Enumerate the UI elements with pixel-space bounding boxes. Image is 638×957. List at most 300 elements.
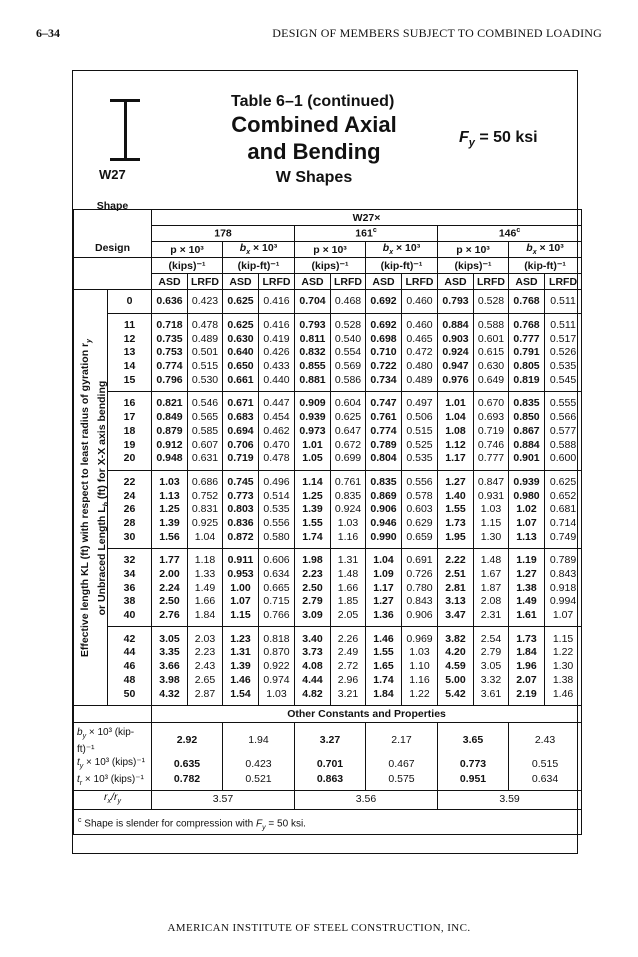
family-head: W27× <box>152 210 582 226</box>
value-cell: 0.631 <box>188 452 223 470</box>
value-cell: 1.73 <box>438 517 474 531</box>
value-cell: 2.79 <box>474 646 509 660</box>
value-cell: 1.55 <box>366 646 402 660</box>
value-cell: 0.625 <box>331 411 366 425</box>
value-cell: 2.50 <box>295 581 331 595</box>
side-axis-text: Effective length KL (ft) with respect to least radius of gyration $r_y$ or Unbraced Length $L_b$ (ft) for X-X axis bending <box>78 339 110 658</box>
value-cell: 0.665 <box>259 581 295 595</box>
prop-value: 0.634 <box>509 773 582 791</box>
value-cell: 0.922 <box>259 660 295 674</box>
value-cell: 0.588 <box>474 313 509 332</box>
value-cell: 1.03 <box>331 517 366 531</box>
length-cell: 18 <box>108 425 152 439</box>
value-cell: 1.16 <box>402 674 438 688</box>
value-cell: 0.672 <box>331 438 366 452</box>
value-cell: 1.84 <box>188 609 223 627</box>
value-cell: 0.884 <box>438 313 474 332</box>
value-cell: 1.39 <box>223 660 259 674</box>
value-cell: 0.974 <box>259 674 295 688</box>
footnote: $^c$ Shape is slender for compression with $F_y = 50$ ksi. <box>74 809 582 834</box>
value-cell: 0.811 <box>295 332 331 346</box>
value-cell: 0.514 <box>259 489 295 503</box>
value-cell: 0.773 <box>223 489 259 503</box>
value-cell: 0.872 <box>223 530 259 548</box>
value-cell: 4.44 <box>295 674 331 688</box>
value-cell: 0.692 <box>366 313 402 332</box>
value-cell: 3.47 <box>438 609 474 627</box>
value-cell: 1.48 <box>474 549 509 568</box>
value-cell: 0.753 <box>152 346 188 360</box>
value-cell: 0.416 <box>259 313 295 332</box>
value-cell: 3.40 <box>295 627 331 646</box>
value-cell: 0.468 <box>331 290 366 314</box>
value-cell: 0.867 <box>509 425 545 439</box>
lrfd-head: LRFD <box>188 274 223 290</box>
value-cell: 0.901 <box>509 452 545 470</box>
value-cell: 0.855 <box>295 360 331 374</box>
value-cell: 1.08 <box>438 425 474 439</box>
value-cell: 0.496 <box>259 470 295 489</box>
value-cell: 0.726 <box>402 568 438 582</box>
value-cell: 4.20 <box>438 646 474 660</box>
length-cell: 11 <box>108 313 152 332</box>
value-cell: 0.924 <box>438 346 474 360</box>
length-cell: 36 <box>108 581 152 595</box>
value-cell: 1.17 <box>366 581 402 595</box>
value-cell: 0.752 <box>188 489 223 503</box>
value-cell: 2.76 <box>152 609 188 627</box>
value-cell: 1.23 <box>223 627 259 646</box>
p-head: p × 10³ <box>152 242 223 258</box>
value-cell: 0.460 <box>402 290 438 314</box>
value-cell: 0.714 <box>545 517 582 531</box>
value-cell: 1.04 <box>366 549 402 568</box>
value-cell: 0.535 <box>259 503 295 517</box>
value-cell: 0.777 <box>474 452 509 470</box>
value-cell: 1.15 <box>474 517 509 531</box>
value-cell: 0.472 <box>402 346 438 360</box>
value-cell: 3.05 <box>474 660 509 674</box>
value-cell: 0.835 <box>366 470 402 489</box>
value-cell: 3.82 <box>438 627 474 646</box>
value-cell: 2.00 <box>152 568 188 582</box>
value-cell: 0.606 <box>259 549 295 568</box>
value-cell: 1.84 <box>509 646 545 660</box>
value-cell: 2.49 <box>331 646 366 660</box>
value-cell: 0.647 <box>331 425 366 439</box>
value-cell: 0.670 <box>474 392 509 411</box>
p-head: p × 10³ <box>438 242 509 258</box>
value-cell: 1.66 <box>331 581 366 595</box>
design-blank <box>74 258 152 290</box>
length-cell: 44 <box>108 646 152 660</box>
value-cell: 0.796 <box>152 373 188 391</box>
value-cell: 1.22 <box>545 646 582 660</box>
prop-value: 0.423 <box>223 756 295 773</box>
value-cell: 4.32 <box>152 687 188 705</box>
rxry-value: 3.59 <box>438 790 582 809</box>
value-cell: 0.947 <box>438 360 474 374</box>
value-cell: 1.46 <box>545 687 582 705</box>
value-cell: 0.803 <box>223 503 259 517</box>
value-cell: 0.511 <box>545 313 582 332</box>
value-cell: 0.419 <box>259 332 295 346</box>
value-cell: 0.603 <box>402 503 438 517</box>
value-cell: 1.73 <box>509 627 545 646</box>
value-cell: 0.530 <box>188 373 223 391</box>
value-cell: 0.634 <box>259 568 295 582</box>
value-cell: 0.719 <box>474 425 509 439</box>
i-beam-icon <box>110 99 140 161</box>
value-cell: 0.600 <box>545 452 582 470</box>
value-cell: 0.546 <box>188 392 223 411</box>
value-cell: 0.554 <box>331 346 366 360</box>
length-cell: 17 <box>108 411 152 425</box>
value-cell: 0.793 <box>295 313 331 332</box>
prop-value: 2.43 <box>509 722 582 756</box>
value-cell: 2.03 <box>188 627 223 646</box>
page-number: 6–34 <box>36 26 60 40</box>
prop-value: 0.782 <box>152 773 223 791</box>
value-cell: 0.515 <box>188 360 223 374</box>
value-cell: 2.51 <box>438 568 474 582</box>
value-cell: 1.87 <box>474 581 509 595</box>
value-cell: 0.821 <box>152 392 188 411</box>
value-cell: 0.506 <box>402 411 438 425</box>
p-units: (kips)⁻¹ <box>152 258 223 274</box>
prop-value: 0.863 <box>295 773 366 791</box>
value-cell: 0.774 <box>152 360 188 374</box>
value-cell: 0.601 <box>474 332 509 346</box>
value-cell: 0.699 <box>331 452 366 470</box>
value-cell: 1.38 <box>545 674 582 688</box>
value-cell: 1.18 <box>188 549 223 568</box>
value-cell: 1.49 <box>188 581 223 595</box>
table-subtitle: W Shapes <box>275 169 353 186</box>
value-cell: 1.03 <box>474 503 509 517</box>
value-cell: 0.805 <box>509 360 545 374</box>
value-cell: 0.480 <box>402 360 438 374</box>
value-cell: 0.706 <box>223 438 259 452</box>
length-cell: 26 <box>108 503 152 517</box>
value-cell: 1.03 <box>152 470 188 489</box>
value-cell: 0.804 <box>366 452 402 470</box>
value-cell: 1.02 <box>509 503 545 517</box>
table-frame <box>72 70 578 854</box>
value-cell: 0.454 <box>259 411 295 425</box>
value-cell: 0.416 <box>259 290 295 314</box>
value-cell: 0.850 <box>509 411 545 425</box>
value-cell: 3.13 <box>438 595 474 609</box>
value-cell: 1.30 <box>545 660 582 674</box>
value-cell: 2.22 <box>438 549 474 568</box>
lrfd-head: LRFD <box>402 274 438 290</box>
value-cell: 1.14 <box>295 470 331 489</box>
value-cell: 3.66 <box>152 660 188 674</box>
b-head: $b_x \times 10^3$ <box>366 242 438 258</box>
asd-head: ASD <box>366 274 402 290</box>
value-cell: 1.30 <box>474 530 509 548</box>
value-cell: 0.789 <box>545 549 582 568</box>
value-cell: 0.718 <box>152 313 188 332</box>
prop-value: 0.521 <box>223 773 295 791</box>
page-footer: AMERICAN INSTITUTE OF STEEL CONSTRUCTION, INC. <box>167 922 471 934</box>
p-units: (kips)⁻¹ <box>295 258 366 274</box>
value-cell: 0.909 <box>295 392 331 411</box>
value-cell: 0.869 <box>366 489 402 503</box>
value-cell: 1.54 <box>223 687 259 705</box>
value-cell: 0.588 <box>545 438 582 452</box>
value-cell: 1.09 <box>366 568 402 582</box>
length-cell: 32 <box>108 549 152 568</box>
value-cell: 1.27 <box>509 568 545 582</box>
prop-value: 0.467 <box>366 756 438 773</box>
value-cell: 1.10 <box>402 660 438 674</box>
value-cell: 0.735 <box>152 332 188 346</box>
value-cell: 0.912 <box>152 438 188 452</box>
value-cell: 2.19 <box>509 687 545 705</box>
value-cell: 0.556 <box>402 470 438 489</box>
value-cell: 0.426 <box>259 346 295 360</box>
value-cell: 1.48 <box>331 568 366 582</box>
lrfd-head: LRFD <box>259 274 295 290</box>
value-cell: 1.36 <box>366 609 402 627</box>
value-cell: 1.13 <box>152 489 188 503</box>
value-cell: 0.990 <box>366 530 402 548</box>
value-cell: 0.661 <box>223 373 259 391</box>
value-cell: 1.31 <box>331 549 366 568</box>
value-cell: 0.585 <box>188 425 223 439</box>
value-cell: 0.681 <box>545 503 582 517</box>
value-cell: 1.61 <box>509 609 545 627</box>
value-cell: 0.766 <box>259 609 295 627</box>
value-cell: 1.98 <box>295 549 331 568</box>
value-cell: 0.604 <box>331 392 366 411</box>
length-cell: 38 <box>108 595 152 609</box>
value-cell: 0.615 <box>474 346 509 360</box>
value-cell: 2.50 <box>152 595 188 609</box>
value-cell: 0.629 <box>402 517 438 531</box>
value-cell: 1.15 <box>545 627 582 646</box>
value-cell: 3.35 <box>152 646 188 660</box>
value-cell: 1.05 <box>295 452 331 470</box>
value-cell: 0.465 <box>402 332 438 346</box>
value-cell: 1.95 <box>438 530 474 548</box>
length-cell: 14 <box>108 360 152 374</box>
value-cell: 2.65 <box>188 674 223 688</box>
value-cell: 2.08 <box>474 595 509 609</box>
value-cell: 0.659 <box>402 530 438 548</box>
prop-value: 0.635 <box>152 756 223 773</box>
prop-value: 0.701 <box>295 756 366 773</box>
value-cell: 0.734 <box>366 373 402 391</box>
value-cell: 0.580 <box>259 530 295 548</box>
value-cell: 3.09 <box>295 609 331 627</box>
value-cell: 0.745 <box>223 470 259 489</box>
value-cell: 1.77 <box>152 549 188 568</box>
value-cell: 1.56 <box>152 530 188 548</box>
value-cell: 2.31 <box>474 609 509 627</box>
value-cell: 0.870 <box>259 646 295 660</box>
value-cell: 0.535 <box>545 360 582 374</box>
chapter-title: DESIGN OF MEMBERS SUBJECT TO COMBINED LOADING <box>272 26 602 40</box>
length-cell: 46 <box>108 660 152 674</box>
value-cell: 0.511 <box>545 290 582 314</box>
value-cell: 0.569 <box>331 360 366 374</box>
prop-label: $b_y \times 10^3$ (kip-ft)⁻¹ <box>74 722 152 756</box>
value-cell: 0.640 <box>223 346 259 360</box>
shape-label: W27 <box>99 167 126 182</box>
value-cell: 3.61 <box>474 687 509 705</box>
value-cell: 0.939 <box>509 470 545 489</box>
value-cell: 0.462 <box>259 425 295 439</box>
value-cell: 3.98 <box>152 674 188 688</box>
value-cell: 0.918 <box>545 581 582 595</box>
value-cell: 1.38 <box>509 581 545 595</box>
prop-value: 1.94 <box>223 722 295 756</box>
value-cell: 0.478 <box>188 313 223 332</box>
value-cell: 0.433 <box>259 360 295 374</box>
lrfd-head: LRFD <box>331 274 366 290</box>
value-cell: 0.843 <box>545 568 582 582</box>
value-cell: 1.67 <box>474 568 509 582</box>
asd-head: ASD <box>295 274 331 290</box>
prop-value: 2.17 <box>366 722 438 756</box>
value-cell: 0.586 <box>331 373 366 391</box>
length-cell: 34 <box>108 568 152 582</box>
value-cell: 1.16 <box>331 530 366 548</box>
prop-label: $t_y \times 10^3$ (kips)⁻¹ <box>74 756 152 773</box>
value-cell: 3.05 <box>152 627 188 646</box>
value-cell: 1.07 <box>223 595 259 609</box>
value-cell: 0.555 <box>545 392 582 411</box>
shape-head-cell: Shape Design <box>74 210 152 258</box>
value-cell: 2.72 <box>331 660 366 674</box>
value-cell: 0.924 <box>331 503 366 517</box>
value-cell: 1.22 <box>402 687 438 705</box>
value-cell: 3.73 <box>295 646 331 660</box>
value-cell: 0.607 <box>188 438 223 452</box>
value-cell: 4.82 <box>295 687 331 705</box>
value-cell: 0.925 <box>188 517 223 531</box>
prop-value: 0.773 <box>438 756 509 773</box>
value-cell: 0.793 <box>438 290 474 314</box>
value-cell: 0.630 <box>223 332 259 346</box>
value-cell: 0.545 <box>545 373 582 391</box>
yield-strength: $F_y = 50$ ksi <box>459 129 538 150</box>
value-cell: 2.54 <box>474 627 509 646</box>
value-cell: 1.27 <box>438 470 474 489</box>
p-head: p × 10³ <box>295 242 366 258</box>
value-cell: 0.501 <box>188 346 223 360</box>
value-cell: 0.694 <box>223 425 259 439</box>
value-cell: 2.79 <box>295 595 331 609</box>
value-cell: 0.460 <box>402 313 438 332</box>
value-cell: 0.969 <box>402 627 438 646</box>
length-cell: 28 <box>108 517 152 531</box>
value-cell: 1.55 <box>295 517 331 531</box>
value-cell: 0.819 <box>509 373 545 391</box>
value-cell: 1.15 <box>223 609 259 627</box>
length-cell: 42 <box>108 627 152 646</box>
value-cell: 1.39 <box>295 503 331 517</box>
value-cell: 4.08 <box>295 660 331 674</box>
value-cell: 0.625 <box>545 470 582 489</box>
value-cell: 2.05 <box>331 609 366 627</box>
length-cell: 15 <box>108 373 152 391</box>
value-cell: 0.818 <box>259 627 295 646</box>
value-cell: 1.39 <box>152 517 188 531</box>
value-cell: 1.01 <box>295 438 331 452</box>
value-cell: 3.21 <box>331 687 366 705</box>
value-cell: 0.489 <box>402 373 438 391</box>
asd-head: ASD <box>438 274 474 290</box>
value-cell: 5.00 <box>438 674 474 688</box>
value-cell: 0.649 <box>474 373 509 391</box>
value-cell: 0.636 <box>152 290 188 314</box>
b-head: $b_x \times 10^3$ <box>509 242 582 258</box>
value-cell: 0.749 <box>545 530 582 548</box>
value-cell: 4.59 <box>438 660 474 674</box>
value-cell: 1.25 <box>295 489 331 503</box>
value-cell: 0.847 <box>474 470 509 489</box>
value-cell: 2.07 <box>509 674 545 688</box>
value-cell: 2.26 <box>331 627 366 646</box>
value-cell: 0.489 <box>188 332 223 346</box>
length-cell: 50 <box>108 687 152 705</box>
lrfd-head: LRFD <box>474 274 509 290</box>
value-cell: 3.32 <box>474 674 509 688</box>
value-cell: 0.423 <box>188 290 223 314</box>
value-cell: 0.780 <box>402 581 438 595</box>
value-cell: 1.49 <box>509 595 545 609</box>
value-cell: 0.710 <box>366 346 402 360</box>
value-cell: 0.652 <box>545 489 582 503</box>
value-cell: 0.630 <box>474 360 509 374</box>
value-cell: 0.683 <box>223 411 259 425</box>
value-cell: 0.470 <box>259 438 295 452</box>
value-cell: 0.528 <box>331 313 366 332</box>
value-cell: 0.774 <box>366 425 402 439</box>
value-cell: 1.96 <box>509 660 545 674</box>
value-cell: 0.768 <box>509 313 545 332</box>
value-cell: 1.00 <box>223 581 259 595</box>
value-cell: 0.843 <box>402 595 438 609</box>
value-cell: 0.777 <box>509 332 545 346</box>
value-cell: 0.722 <box>366 360 402 374</box>
p-units: (kips)⁻¹ <box>438 258 509 274</box>
value-cell: 0.565 <box>188 411 223 425</box>
length-cell: 0 <box>108 290 152 314</box>
value-cell: 2.23 <box>188 646 223 660</box>
value-cell: 1.33 <box>188 568 223 582</box>
value-cell: 0.671 <box>223 392 259 411</box>
value-cell: 1.66 <box>188 595 223 609</box>
value-cell: 0.953 <box>223 568 259 582</box>
value-cell: 1.01 <box>438 392 474 411</box>
value-cell: 0.650 <box>223 360 259 374</box>
value-cell: 1.04 <box>438 411 474 425</box>
value-cell: 1.03 <box>402 646 438 660</box>
value-cell: 0.761 <box>331 470 366 489</box>
asd-head: ASD <box>152 274 188 290</box>
prop-value: 0.515 <box>509 756 582 773</box>
length-cell: 48 <box>108 674 152 688</box>
value-cell: 0.911 <box>223 549 259 568</box>
value-cell: 0.994 <box>545 595 582 609</box>
value-cell: 0.791 <box>509 346 545 360</box>
value-cell: 0.906 <box>402 609 438 627</box>
